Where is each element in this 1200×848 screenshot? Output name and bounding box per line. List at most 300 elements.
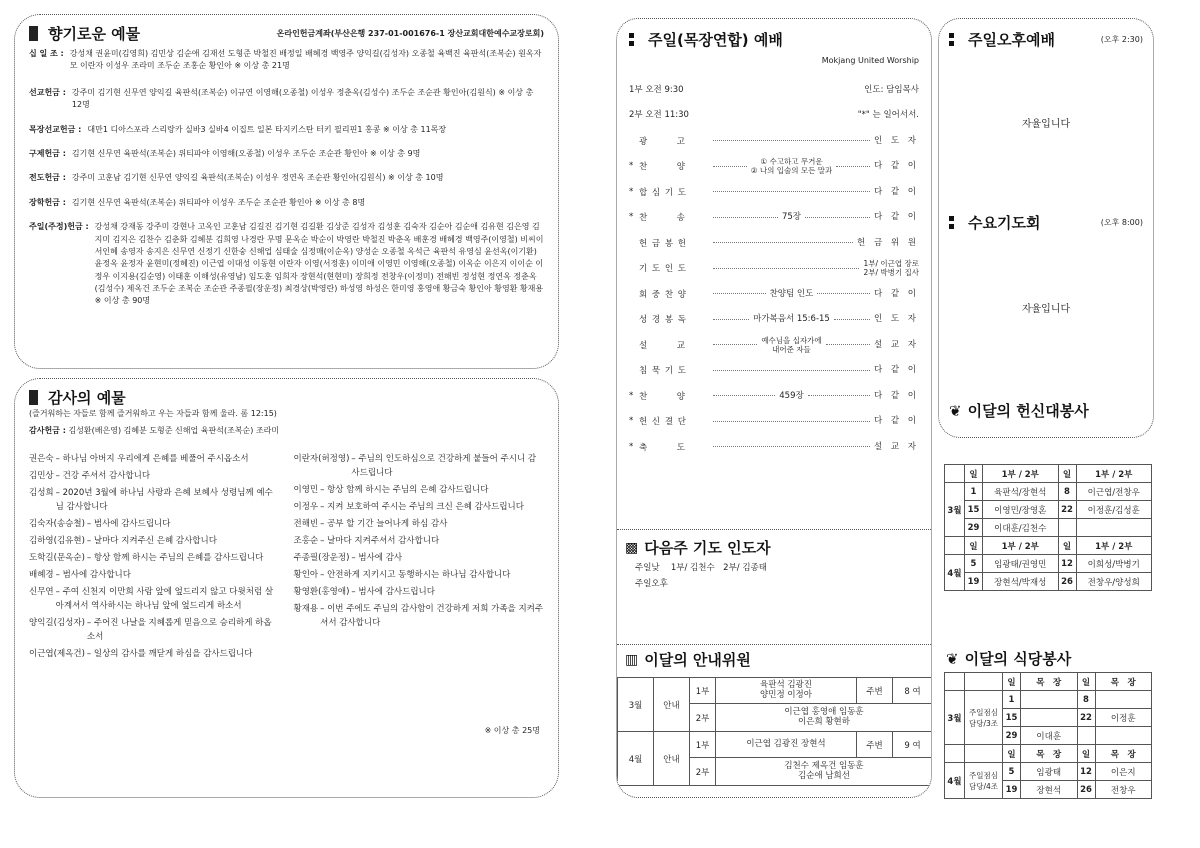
offering-row bbox=[29, 148, 544, 160]
thanks-item bbox=[294, 517, 545, 531]
dotted-leader bbox=[713, 446, 870, 447]
dotted-leader bbox=[713, 166, 747, 167]
worship-panel bbox=[616, 18, 932, 798]
offering-names: 강성채 강재동 강주미 강현나 고옥인 고훈남 김길진 김기현 김길환 김상준 김성자 김성훈 김숙자 김순아 김순애 김유현 김은영 김지미 김지은 김찬수 김춘화 김혜분 김희영 나경란 무명 문옥순 박순이 박영란 박철진 박춘옥 배훈경 배혜경 백영주(이영철) 비씨이 서인혜 송영자 송지은 신무연 신정기 신한숭 신해업 심태술 심정매(이순옥) 양성순 오종철 옥석근 육판석 유영심 윤선옥(이기환) 윤정옥 윤정자 윤현미(정혜진) 이근엽 이대성 이동현 이란자 이영(서정훈) 이미애 이영민 이영해(오종철) 이옥순 이은지 이이순 이정우 이지용(김순영) 이태훈 이해성(유영남) 임도훈 임희자 장현석(현현미) 장희정 전창우(이정미) 전해빈 정성현 정연옥 정춘옥(김성수) 제옥건 조두순 조복순 조순관 주종필(장운정) 최경상(박영란) 하성영 하성은 한미영 홍영애 황금숙 황인아 황영환 황재용 ※ 이상 총 90명 bbox=[94, 222, 544, 306]
header-cell: 일 bbox=[1077, 745, 1095, 763]
kitchen-table bbox=[944, 672, 1152, 799]
duty-names: 장현석 bbox=[1021, 781, 1078, 799]
thanks-item bbox=[29, 585, 280, 613]
usher-role: 안내 bbox=[654, 678, 690, 732]
bullet-icon bbox=[949, 33, 954, 46]
thanks-name: 황재용 bbox=[293, 604, 319, 615]
duty-names: 전창우/양성희 bbox=[1076, 573, 1152, 591]
thanks-item bbox=[294, 585, 545, 599]
dotted-leader bbox=[713, 319, 749, 320]
thanks-name: 도학길(문옥순) bbox=[29, 553, 85, 564]
thanks-item bbox=[29, 551, 280, 565]
thanks-name: 황인아 bbox=[293, 570, 319, 581]
duty-names bbox=[1095, 691, 1152, 709]
duty-names: 육판석/장현석 bbox=[983, 483, 1059, 501]
ushers-title: 이달의 안내위원 bbox=[644, 651, 751, 669]
offering-list bbox=[29, 48, 544, 308]
worship-order-list bbox=[629, 128, 919, 460]
thanks-name: 양익길(김성자) bbox=[29, 618, 85, 629]
usher-week: 주변 bbox=[857, 678, 893, 704]
usher-count: 9 여 bbox=[893, 732, 933, 758]
thanks-item bbox=[294, 500, 545, 514]
day-number: 8 bbox=[1077, 691, 1095, 709]
worship-star: * bbox=[629, 212, 634, 223]
worship-title: 주일(목장연합) 예배 bbox=[648, 31, 783, 49]
usher-week: 주변 bbox=[857, 732, 893, 758]
offering-panel bbox=[14, 14, 559, 369]
usher-row bbox=[618, 732, 933, 758]
thanks-text: – 공부 할 기간 늘어나게 하심 감사 bbox=[320, 519, 448, 530]
thanks-panel bbox=[14, 378, 559, 798]
day-number: 5 bbox=[965, 555, 983, 573]
day-number bbox=[1058, 519, 1076, 537]
worship-item-detail: 예수님을 십자가에 내어준 자들 bbox=[761, 335, 822, 354]
day-number: 26 bbox=[1058, 573, 1076, 591]
offering-label: 전도헌금 : bbox=[29, 173, 66, 183]
header-cell: 1부 / 2부 bbox=[1076, 465, 1152, 483]
dotted-leader bbox=[834, 319, 870, 320]
thanks-name: 권은숙 bbox=[29, 454, 54, 464]
bullet-icon bbox=[629, 33, 634, 46]
day-number: 8 bbox=[1058, 483, 1076, 501]
afternoon-title: 주일오후예배 bbox=[968, 31, 1055, 49]
worship-item-detail: 75장 bbox=[781, 212, 801, 223]
next-prayer-label-1: 주일낮 bbox=[635, 563, 660, 573]
thanks-name: 이정우 bbox=[293, 502, 319, 513]
usher-role: 안내 bbox=[654, 732, 690, 786]
worship-item-name: 침 묵 기 도 bbox=[639, 366, 687, 377]
worship-item-name: 축 도 bbox=[639, 442, 686, 453]
dotted-leader bbox=[713, 140, 870, 141]
header-cell: 일 bbox=[1003, 673, 1021, 691]
offering-row bbox=[29, 87, 544, 112]
usher-names: 김천수 제옥건 임동훈 김순애 남희선 bbox=[716, 758, 933, 786]
duty-names: 이정훈 bbox=[1095, 709, 1152, 727]
month-cell bbox=[945, 745, 965, 763]
thanks-name: 조홍순 bbox=[293, 536, 319, 547]
flower-icon: ❦ bbox=[946, 649, 959, 668]
dedication-title-wrap bbox=[949, 400, 1143, 421]
header-cell: 1부 / 2부 bbox=[983, 537, 1059, 555]
thanks-text: – 주님의 인도하심으로 건강하게 붙들어 주시니 감사드립니다 bbox=[351, 454, 537, 479]
worship-item-role: 설 교 자 bbox=[873, 441, 919, 452]
worship-item bbox=[629, 434, 919, 460]
header-cell: 일 bbox=[1058, 537, 1076, 555]
header-cell: 일 bbox=[965, 537, 983, 555]
offering-names: 강주미 고훈남 김기현 신무연 양익길 육판석(조복순) 이성우 정연옥 조순관 황인아(김원식) ※ 이상 총 10명 bbox=[71, 173, 444, 183]
kitchen-title: 이달의 식당봉사 bbox=[964, 650, 1072, 668]
dotted-leader bbox=[713, 217, 778, 218]
worship-item-role: 다 같 이 bbox=[873, 161, 920, 172]
day-number: 15 bbox=[1003, 709, 1021, 727]
day-number: 12 bbox=[1058, 555, 1076, 573]
day-number: 1 bbox=[1003, 691, 1021, 709]
month-duty: 주일점심 담당/4조 bbox=[965, 763, 1003, 799]
thanks-text: – 2020년 3월에 하나님 사랑과 은혜 보혜사 성령님께 예수님 감사합니다 bbox=[55, 488, 273, 513]
duty-names: 이영민/장영혼 bbox=[983, 501, 1059, 519]
worship-item-role: 다 같 이 bbox=[873, 390, 920, 401]
offering-names: 강주미 김기현 신무연 양익길 육판석(조복순) 이규연 이영해(오종철) 이성우 정춘옥(김성수) 조두순 조순관 황인아(김원식) ※ 이상 총 12명 bbox=[71, 87, 534, 110]
worship-star: * bbox=[629, 161, 634, 172]
worship-item-name: 헌 금 봉 헌 bbox=[639, 238, 687, 249]
worship-item bbox=[629, 408, 919, 434]
offering-label: 주일(주정)헌금 : bbox=[29, 222, 89, 232]
month-cell bbox=[945, 465, 965, 483]
thanks-right-column bbox=[294, 452, 545, 664]
thanks-text: – 하나님 아버지 우리에게 은혜를 베풀어 주시옵소서 bbox=[55, 454, 249, 464]
month-cell bbox=[945, 673, 965, 691]
month-sub bbox=[965, 745, 1003, 763]
header-cell: 일 bbox=[1058, 465, 1076, 483]
duty-names: 전창우 bbox=[1095, 781, 1152, 799]
worship-item-name: 회 중 찬 양 bbox=[639, 289, 687, 300]
dotted-leader bbox=[808, 395, 870, 396]
worship-english-title: Mokjang United Worship bbox=[821, 56, 919, 65]
worship-time-1: 1부 오전 9:30 bbox=[629, 85, 684, 95]
thanks-text: – 범사에 감사드립니다 bbox=[86, 519, 171, 530]
worship-item-detail: 459장 bbox=[779, 390, 804, 401]
thanks-text: – 일상의 감사를 깨닫게 하심을 감사드립니다 bbox=[86, 649, 253, 660]
bullet-icon bbox=[949, 216, 954, 229]
thanks-name: 이근엽(제옥건) bbox=[29, 649, 85, 660]
thanks-title-wrap bbox=[29, 387, 544, 408]
worship-item-role: 설 교 자 bbox=[873, 339, 920, 350]
duty-names: 이은지 bbox=[1095, 763, 1152, 781]
dotted-leader bbox=[836, 166, 870, 167]
afternoon-time: (오후 2:30) bbox=[1100, 35, 1143, 44]
month-label: 4월 bbox=[945, 763, 965, 799]
table-header-row bbox=[945, 465, 1152, 483]
usher-part: 2부 bbox=[690, 704, 716, 732]
offering-names: 대만1 디아스포라 스리랑카 실바3 실바4 이집트 일본 타지키스탄 터키 필리핀1 홍콩 ※ 이상 총 11목장 bbox=[87, 124, 447, 134]
flower-icon: ❦ bbox=[949, 401, 962, 420]
thanks-name: 전해빈 bbox=[293, 519, 319, 530]
thanks-item bbox=[294, 483, 545, 497]
thanks-item bbox=[294, 602, 545, 630]
thanks-item bbox=[29, 452, 280, 466]
usher-month: 3월 bbox=[618, 678, 654, 732]
thanks-text: – 범사에 감사합니다 bbox=[55, 570, 131, 581]
worship-item bbox=[629, 204, 919, 230]
dotted-leader bbox=[713, 395, 775, 396]
day-number: 5 bbox=[1003, 763, 1021, 781]
month-duty: 주일점심 담당/3조 bbox=[965, 691, 1003, 745]
thanks-item bbox=[29, 469, 280, 483]
table-row bbox=[945, 501, 1152, 519]
worship-item-name: 찬 양 bbox=[639, 391, 686, 402]
offering-label: 십 일 조 : bbox=[29, 49, 64, 58]
worship-item-name: 찬 양 bbox=[639, 162, 686, 173]
duty-names bbox=[1076, 519, 1152, 537]
worship-item-role: 다 같 이 bbox=[873, 212, 920, 223]
header-cell: 1부 / 2부 bbox=[1076, 537, 1152, 555]
thanks-text: – 이번 주에도 주님의 감사함이 건강하게 저희 가족을 지켜주셔서 감사합니다 bbox=[320, 604, 544, 629]
dotted-leader bbox=[817, 293, 870, 294]
table-row bbox=[945, 691, 1152, 709]
usher-part: 1부 bbox=[690, 732, 716, 758]
thanks-name: 김숙자(송승철) bbox=[29, 519, 85, 530]
day-number: 26 bbox=[1077, 781, 1095, 799]
checker-icon: ▩ bbox=[625, 539, 639, 556]
thanks-subtitle: (즐거워하는 자들로 함께 즐거워하고 우는 자들과 함께 울라. 롬 12:15) bbox=[29, 409, 277, 418]
thanks-item bbox=[294, 452, 545, 480]
thanks-text: – 날마다 지켜주신 은혜 감사합니다 bbox=[86, 536, 217, 547]
table-header-row bbox=[945, 745, 1152, 763]
divider bbox=[617, 529, 932, 530]
month-label: 4월 bbox=[945, 555, 965, 591]
worship-item-role: 인 도 자 bbox=[873, 135, 919, 146]
usher-part: 1부 bbox=[690, 678, 716, 704]
usher-row bbox=[618, 678, 933, 704]
day-number: 19 bbox=[1003, 781, 1021, 799]
dotted-leader bbox=[713, 421, 870, 422]
worship-star: * bbox=[629, 416, 634, 427]
table-row bbox=[945, 763, 1152, 781]
worship-item-role: 다 같 이 bbox=[873, 365, 919, 376]
worship-item bbox=[629, 255, 919, 281]
thanks-name: 신무연 bbox=[29, 587, 54, 598]
usher-part: 2부 bbox=[690, 758, 716, 786]
thanks-text: – 주어진 나날을 지혜롭게 믿음으로 승리하게 하옵소서 bbox=[86, 618, 272, 643]
thanks-item bbox=[294, 551, 545, 565]
thanks-item bbox=[29, 486, 280, 514]
thanks-name: 주종필(장운정) bbox=[293, 553, 350, 564]
worship-item-name: 찬 송 bbox=[639, 213, 686, 224]
dotted-leader bbox=[713, 293, 766, 294]
next-prayer-names-1: 1부/ 김천수 2부/ 김종태 bbox=[670, 563, 767, 573]
next-prayer-title: 다음주 기도 인도자 bbox=[644, 539, 771, 557]
worship-time-2: 2부 오전 11:30 bbox=[629, 110, 689, 121]
worship-title-wrap bbox=[629, 29, 919, 50]
afternoon-title-wrap bbox=[949, 29, 1055, 50]
duty-names bbox=[1021, 709, 1078, 727]
wednesday-time: (오후 8:00) bbox=[1100, 217, 1143, 227]
offering-row bbox=[29, 221, 544, 308]
square-icon bbox=[29, 390, 38, 405]
divider bbox=[617, 644, 932, 645]
worship-item bbox=[629, 357, 919, 383]
worship-item-name: 성 경 봉 독 bbox=[639, 315, 687, 326]
ushers-title-wrap bbox=[625, 649, 751, 670]
thanks-item bbox=[29, 616, 280, 644]
header-cell: 목 장 bbox=[1021, 745, 1078, 763]
day-number: 19 bbox=[965, 573, 983, 591]
header-cell: 1부 / 2부 bbox=[983, 465, 1059, 483]
usher-names: 육판석 김광진 양민정 이정아 bbox=[716, 678, 857, 704]
duty-names bbox=[1095, 727, 1152, 745]
day-number: 22 bbox=[1058, 501, 1076, 519]
duty-names: 이정훈/김성훈 bbox=[1076, 501, 1152, 519]
table-row bbox=[945, 519, 1152, 537]
duty-names: 임광태 bbox=[1021, 763, 1078, 781]
table-row bbox=[945, 555, 1152, 573]
thanks-left-column bbox=[29, 452, 280, 664]
duty-names: 장현석/박재성 bbox=[983, 573, 1059, 591]
worship-standing-note: "*" 는 일어서서. bbox=[857, 110, 919, 121]
table-row bbox=[945, 483, 1152, 501]
worship-item bbox=[629, 281, 919, 307]
offering-title: 향기로운 예물 bbox=[48, 25, 141, 43]
thanks-item bbox=[29, 517, 280, 531]
thanks-item bbox=[29, 647, 280, 661]
worship-item bbox=[629, 230, 919, 256]
usher-names: 이근엽 홍영애 임동훈 이은희 황현하 bbox=[716, 704, 933, 732]
day-number: 12 bbox=[1077, 763, 1095, 781]
thanks-item bbox=[29, 568, 280, 582]
thanks-name: 김민상 bbox=[29, 471, 54, 482]
worship-item-name: 기 도 인 도 bbox=[639, 264, 687, 275]
duty-names: 이대훈 bbox=[1021, 727, 1078, 745]
month-sub bbox=[965, 673, 1003, 691]
thanks-name: 배혜경 bbox=[29, 570, 54, 581]
thanks-name: 이란자(허정영) bbox=[293, 454, 350, 464]
offering-account: 온라인헌금계좌(부산은행 237-01-001676-1 장산교회대한예수교장로회) bbox=[276, 29, 544, 38]
thanks-name: 김성희 bbox=[29, 488, 54, 499]
kitchen-title-wrap bbox=[946, 648, 1071, 669]
thanks-text: – 안전하게 지키시고 동행하시는 하나님 감사합니다 bbox=[320, 570, 511, 581]
offering-row bbox=[29, 197, 544, 209]
table-row bbox=[945, 573, 1152, 591]
ushers-table bbox=[617, 677, 932, 786]
day-number: 15 bbox=[965, 501, 983, 519]
duty-names bbox=[1021, 691, 1078, 709]
worship-item-role: 다 같 이 bbox=[873, 186, 919, 197]
dotted-leader bbox=[713, 242, 853, 243]
header-cell: 일 bbox=[1003, 745, 1021, 763]
day-number bbox=[1077, 727, 1095, 745]
day-number: 1 bbox=[965, 483, 983, 501]
thanks-title: 감사의 예물 bbox=[48, 389, 126, 407]
thanks-name: 김하영(김유현) bbox=[29, 536, 85, 547]
thanks-text: – 항상 함께 하시는 주님의 은혜를 감사드립니다 bbox=[86, 553, 264, 564]
next-prayer-label-2: 주일오후 bbox=[635, 579, 668, 589]
dotted-leader bbox=[713, 344, 757, 345]
worship-item-role: 다 같 이 bbox=[873, 416, 919, 427]
dedication-title: 이달의 헌신대봉사 bbox=[967, 402, 1089, 420]
worship-item bbox=[629, 128, 919, 154]
dotted-leader bbox=[805, 217, 870, 218]
offering-names: 김기현 신무연 육판석(조복순) 위티파야 이성우 조두순 조순관 황인아 ※ 이상 총 8명 bbox=[71, 197, 366, 207]
offering-label: 목장선교헌금 : bbox=[29, 124, 82, 134]
duty-names: 임광태/권영민 bbox=[983, 555, 1059, 573]
usher-names: 이근엽 김광진 장현석 bbox=[716, 732, 857, 758]
thanks-offering-line bbox=[29, 425, 544, 436]
month-cell bbox=[945, 537, 965, 555]
table-header-row bbox=[945, 673, 1152, 691]
wednesday-title: 수요기도회 bbox=[968, 213, 1041, 232]
thanks-text: – 날마다 지켜주셔서 감사합니다 bbox=[320, 536, 440, 547]
month-label: 3월 bbox=[945, 691, 965, 745]
worship-star: * bbox=[629, 390, 634, 401]
thanks-text: – 지켜 보호하여 주시는 주님의 크신 은혜 감사드립니다 bbox=[320, 502, 524, 513]
next-prayer-row-1 bbox=[635, 563, 767, 574]
worship-item bbox=[629, 179, 919, 205]
dotted-leader bbox=[713, 370, 870, 371]
worship-item-role: 다 같 이 bbox=[873, 288, 919, 299]
thanks-name: 황영환(홍영애) bbox=[293, 587, 350, 598]
dotted-leader bbox=[826, 344, 870, 345]
thanks-item bbox=[29, 534, 280, 548]
thanks-item bbox=[294, 534, 545, 548]
header-cell: 일 bbox=[965, 465, 983, 483]
worship-leader: 인도: 담임목사 bbox=[864, 85, 919, 95]
month-label: 3월 bbox=[945, 483, 965, 537]
header-cell: 일 bbox=[1077, 673, 1095, 691]
header-cell: 목 장 bbox=[1021, 673, 1078, 691]
worship-item bbox=[629, 383, 919, 409]
duty-names: 이대훈/김천수 bbox=[983, 519, 1059, 537]
dotted-leader bbox=[713, 268, 859, 269]
dedication-table bbox=[944, 464, 1152, 591]
dotted-leader bbox=[713, 191, 870, 192]
offering-label: 구제헌금 : bbox=[29, 148, 66, 158]
worship-item-name: 헌 신 결 단 bbox=[639, 417, 687, 428]
thanks-total: ※ 이상 총 25명 bbox=[484, 726, 540, 735]
bars-icon: ▥ bbox=[625, 651, 639, 668]
worship-item bbox=[629, 332, 919, 358]
thanks-text: – 항상 함께 하시는 주님의 은혜 감사드립니다 bbox=[320, 485, 489, 496]
header-cell: 목 장 bbox=[1095, 673, 1152, 691]
day-number: 29 bbox=[1003, 727, 1021, 745]
offering-names: 김기현 신무연 육판석(조복순) 위티파야 이영해(오종철) 이성우 조두순 조순관 황인아 ※ 이상 총 9명 bbox=[71, 148, 421, 158]
afternoon-body: 자율입니다 bbox=[1021, 119, 1071, 130]
day-number: 22 bbox=[1077, 709, 1095, 727]
offering-title-wrap bbox=[29, 23, 140, 44]
day-number: 29 bbox=[965, 519, 983, 537]
offering-label: 장학헌금 : bbox=[29, 197, 66, 207]
worship-item-detail: 찬양팀 인도 bbox=[769, 288, 814, 299]
worship-item-name: 설 교 bbox=[639, 340, 686, 351]
square-icon bbox=[29, 26, 38, 41]
wednesday-title-wrap bbox=[949, 212, 1040, 233]
usher-month: 4월 bbox=[618, 732, 654, 786]
worship-star: * bbox=[629, 441, 634, 452]
worship-item bbox=[629, 306, 919, 332]
thanks-text: – 범사에 감사드립니다 bbox=[351, 587, 435, 598]
afternoon-panel bbox=[938, 18, 1154, 438]
usher-count: 8 여 bbox=[893, 678, 933, 704]
duty-names: 이근엽/전창우 bbox=[1076, 483, 1152, 501]
wednesday-body: 자율입니다 bbox=[1021, 303, 1071, 315]
worship-item-name: 합 심 기 도 bbox=[639, 187, 687, 198]
header-cell: 목 장 bbox=[1095, 745, 1152, 763]
offering-row bbox=[29, 172, 544, 184]
table-header-row bbox=[945, 537, 1152, 555]
thanks-text: – 주여 신천지 이만희 사람 앞에 엎드리지 않고 다윗처럼 살아계셔서 역사하시는 하나님 앞에 엎드리게 하소서 bbox=[55, 587, 274, 612]
worship-item-name: 광 고 bbox=[639, 136, 686, 147]
duty-names: 이희성/박병기 bbox=[1076, 555, 1152, 573]
thanks-name: 이영민 bbox=[293, 485, 319, 496]
thanks-text: – 건강 주셔서 감사합니다 bbox=[55, 471, 151, 482]
offering-row bbox=[29, 48, 544, 73]
thanks-offering-label: 감사헌금 : bbox=[29, 426, 66, 435]
thanks-item bbox=[294, 568, 545, 582]
worship-item-role: 인 도 자 bbox=[873, 314, 919, 325]
worship-item-detail: ① 수고하고 무거운 ② 나의 입술의 모든 말과 bbox=[750, 157, 833, 176]
thanks-offering-names: 김성환(배은영) 김혜분 도형준 신해업 육판석(조복순) 조라미 bbox=[68, 426, 280, 435]
offering-label: 선교헌금 : bbox=[29, 87, 66, 97]
worship-item-detail: 마가복음서 15:6-15 bbox=[753, 314, 830, 325]
next-prayer-title-wrap bbox=[625, 537, 771, 558]
worship-item-role: 헌 금 위 원 bbox=[857, 237, 919, 248]
offering-names: 강성채 권윤미(김영희) 김민상 김순애 김재선 도형준 박철진 배정일 배혜경 백영주 양익길(김성자) 오종철 육백진 육판석(조복순) 원옥자모 이란자 이성우 조라미 조두순 조홍순 황인아 ※ 이상 총 21명 bbox=[69, 49, 542, 71]
worship-item bbox=[629, 153, 919, 179]
